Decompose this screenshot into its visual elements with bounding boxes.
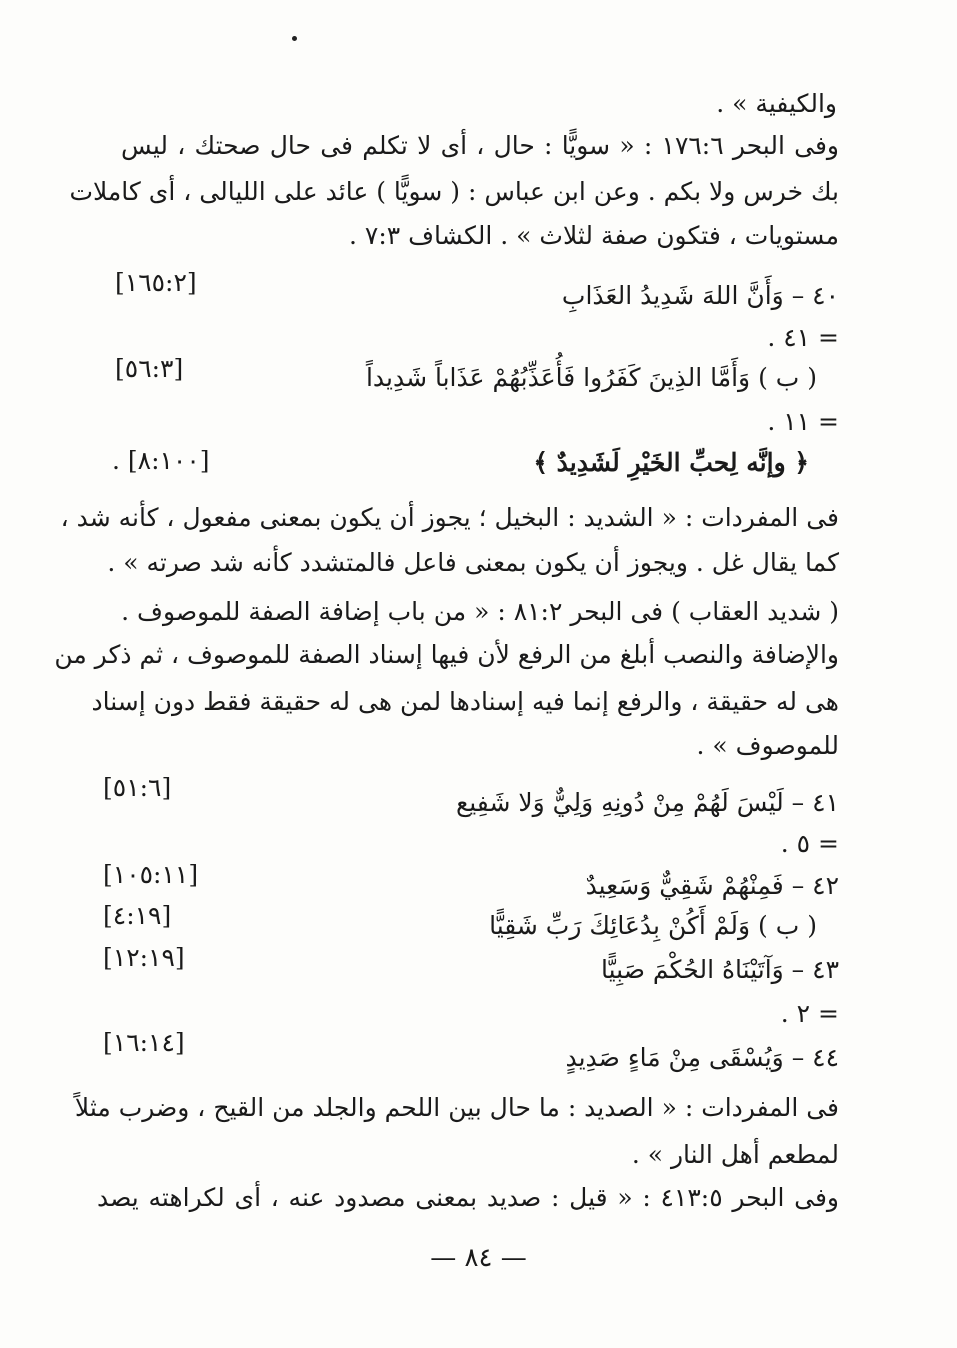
cross-reference: = ٢ . [780,999,839,1028]
verse-line: ٤٤ – وَيُسْقَى مِنْ مَاءٍ صَدِيدٍ [565,1043,839,1072]
verse-reference: [١٠٥:١١] [103,860,199,889]
verse-line: ٤٣ – وَآتَيْنَاهُ الحُكْمَ صَبِيًّا [600,955,839,984]
verse-line: ٤٠ – وَأَنَّ اللهَ شَدِيدُ العَذَابِ [561,281,839,310]
verse-line: ٤١ – لَيْسَ لَهُمْ مِنْ دُونِهِ وَلِيٌّ وَلا شَفِيع [455,788,839,817]
verse-reference: [١٦٥:٢] [115,268,197,297]
verse-reference: [١٦:١٤] [103,1028,185,1057]
verse-reference: [١٢:١٩] [103,943,185,972]
verse-line: ٤٢ – فَمِنْهُمْ شَقِيٌّ وَسَعِيدٌ [585,871,839,900]
verse-reference: [٥٦:٣] [115,354,184,383]
text-line: للموصوف » . [696,731,839,760]
text-line: بك خرس ولا بكم . وعن ابن عباس : ( سويًّا ) عائد على الليالى ، أى كاملات [69,177,839,206]
text-line: ( شديد العقاب ) فى البحر ٨١:٢ : « من باب إضافة الصفة للموصوف . [121,597,839,626]
verse-reference: [٨:١٠٠] . [112,446,210,475]
text-line: والكيفية » . [716,89,837,118]
verse-line: ( ب ) وَأَمَّا الذِينَ كَفَرُوا فَأُعَذِّبُهُمْ عَذَاباً شَدِيداً [365,363,817,392]
text-line: لمطعم أهل النار » . [631,1140,839,1169]
text-line: والإضافة والنصب أبلغ من الرفع لأن فيها إسناد الصفة للموصوف ، ثم ذكر من [54,640,839,669]
page-number: — ٨٤ — [430,1243,527,1273]
text-line: وفى البحر ٤١٣:٥ : « قيل : صديد بمعنى مصدود عنه ، أى لكراهته يصد [97,1183,839,1212]
cross-reference: = ١١ . [767,407,839,436]
text-line: فى المفردات : « الشديد : البخيل ؛ يجوز أن يكون بمعنى مفعول ، كأنه شد ، [60,503,839,532]
text-line: مستويات ، فتكون صفة لثلاث » . الكشاف ٧:٣ . [348,221,839,250]
text-line: كما يقال غل . ويجوز أن يكون بمعنى فاعل فالمتشدد كأنه شد صرته » . [107,548,839,577]
verse-line: ( ب ) وَلَمْ أَكُنْ بِدُعَائِكَ رَبِّ شَقِيًّا [489,911,817,940]
text-line: وفى البحر ١٧٦:٦ : « سويًّا : حال ، أى لا تكلم فى حال صحتك ، ليس [121,131,839,160]
verse-reference: [٥١:٦] [103,773,172,802]
text-line: هى له حقيقة ، والرفع إنما فيه إسنادها لمن هى له حقيقة فقط دون إسناد [91,687,839,716]
cross-reference: = ٥ . [780,829,839,858]
verse-reference: [٤:١٩] [103,901,172,930]
cross-reference: = ٤١ . [767,323,839,352]
ink-speck [292,36,297,41]
quran-verse-heading: ﴿ وإنَّه لِحبِّ الخَيْرِ لَشَدِيدٌ ﴾ [533,448,809,477]
text-line: فى المفردات : « الصديد : ما حال بين اللحم والجلد من القيح ، وضرب مثلاً [74,1093,839,1122]
